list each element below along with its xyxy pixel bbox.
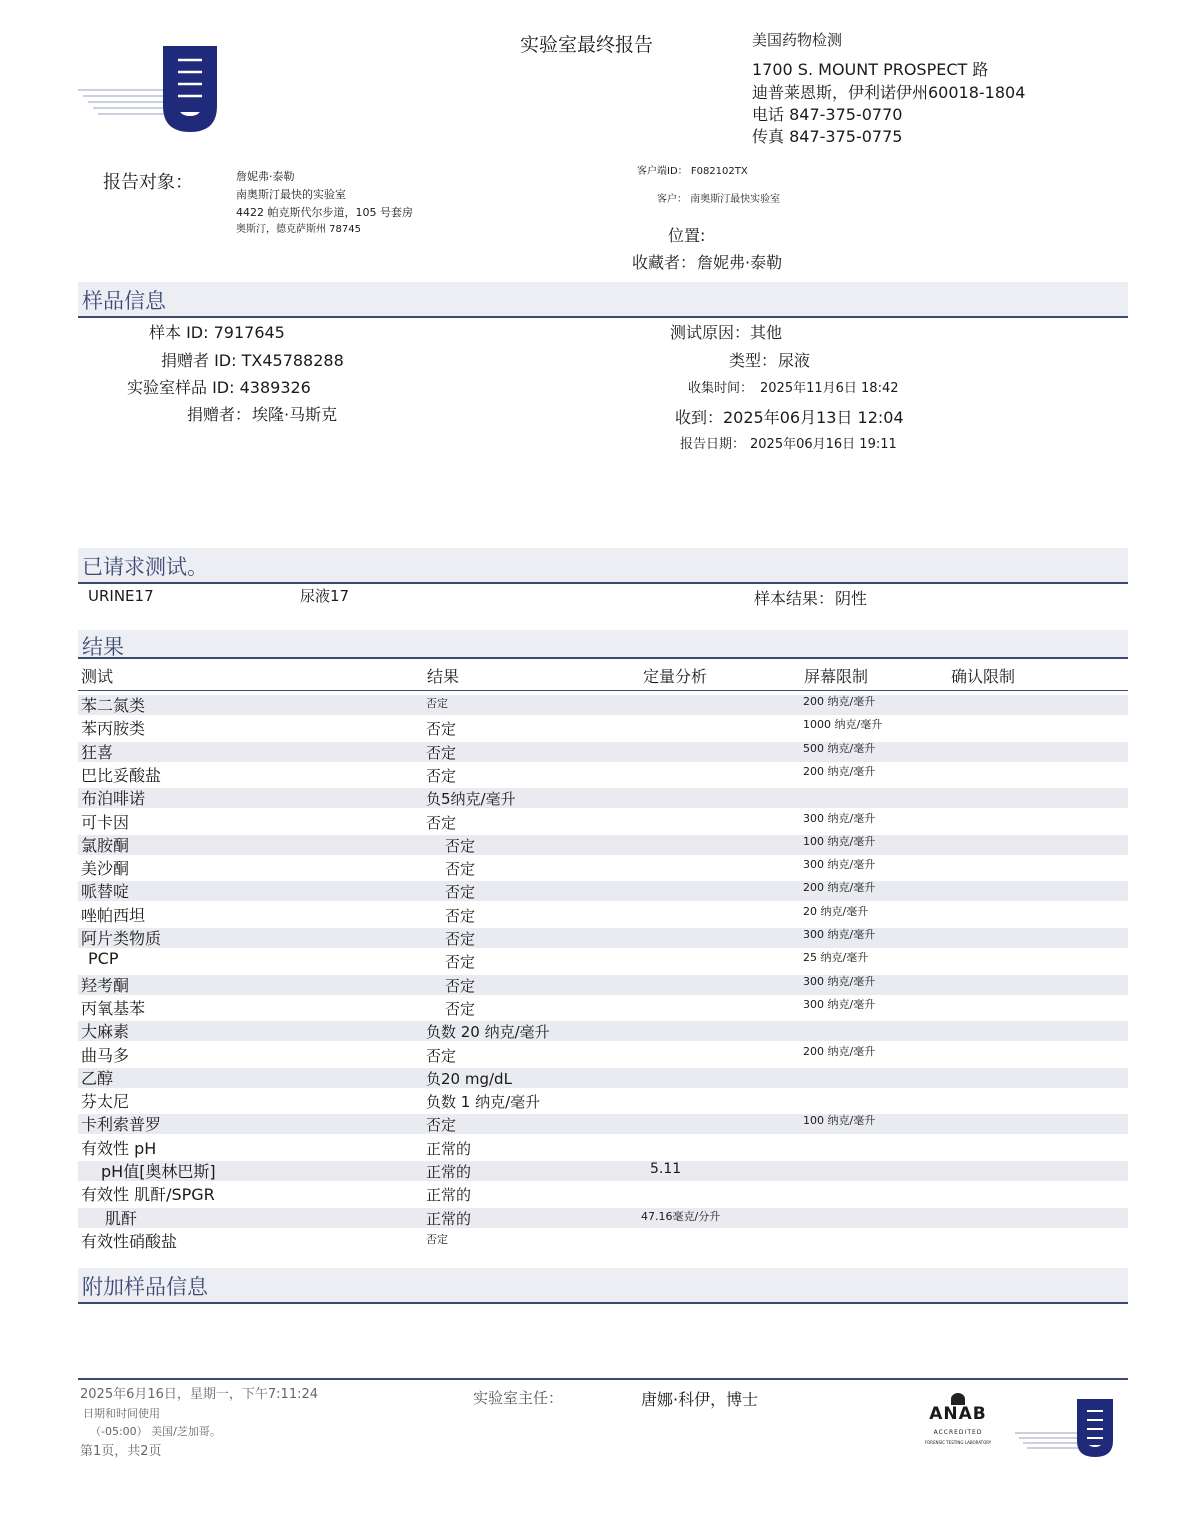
cell-test: 阿片类物质 <box>81 929 162 948</box>
director-name: 唐娜·科伊，博士 <box>641 1390 759 1409</box>
cell-test: 大麻素 <box>81 1022 130 1042</box>
cell-screen-limit: 300 纳克/毫升 <box>803 811 876 825</box>
cell-test: 唑帕西坦 <box>81 905 146 925</box>
cell-test: 丙氧基苯 <box>81 998 146 1018</box>
type-label: 类型： <box>729 351 778 370</box>
cell-result: 否定 <box>445 976 476 995</box>
requested-name: 尿液17 <box>300 587 350 605</box>
results-header-rule <box>78 690 1128 691</box>
anab-sub2: FORENSIC TESTING LABORATORY <box>924 1440 992 1445</box>
cell-screen-limit: 500 纳克/毫升 <box>803 741 876 755</box>
footer-printed: 2025年6月16日，星期一，下午7:11:24 <box>80 1387 319 1402</box>
cell-result: 否定 <box>426 766 457 785</box>
cell-screen-limit: 200 纳克/毫升 <box>803 764 876 778</box>
cell-test: 曲马多 <box>81 1045 130 1065</box>
client-id: 客户端ID： F082102TX <box>637 166 748 177</box>
cell-screen-limit: 300 纳克/毫升 <box>803 928 876 941</box>
header-screen-limit: 屏幕限制 <box>804 667 869 686</box>
report-date-value: 2025年06月16日 19:11 <box>750 437 897 452</box>
cell-test: 苯丙胺类 <box>81 719 146 739</box>
company-logo <box>78 40 223 135</box>
cell-result: 否定 <box>426 813 457 832</box>
cell-result: 负数 1 纳克/毫升 <box>426 1093 541 1112</box>
collected-label: 收集时间： <box>688 381 754 396</box>
cell-screen-limit: 300 纳克/毫升 <box>803 974 876 988</box>
type-value: 尿液 <box>778 351 811 370</box>
cell-test: 有效性 pH <box>81 1138 157 1158</box>
cell-screen-limit: 300 纳克/毫升 <box>803 858 876 872</box>
lab-address-line2: 迪普莱恩斯，伊利诺伊州60018-1804 <box>752 83 1026 102</box>
cell-result: 否定 <box>426 1232 448 1246</box>
cell-result: 否定 <box>445 883 476 902</box>
collector-label: 收藏者： <box>632 253 697 272</box>
cell-test: 美沙酮 <box>81 859 130 879</box>
lab-phone: 电话 847-375-0770 <box>752 105 903 124</box>
footer-tz-note: 日期和时间使用 <box>83 1407 160 1420</box>
cell-screen-limit: 20 纳克/毫升 <box>803 904 869 918</box>
cell-result: 否定 <box>445 999 476 1018</box>
cell-result: 负20 mg/dL <box>426 1069 512 1088</box>
table-row <box>78 1114 1128 1134</box>
cell-screen-limit: 1000 纳克/毫升 <box>803 718 883 732</box>
client-name: 客户： 南奥斯汀最快实验室 <box>657 194 781 205</box>
header-test: 测试 <box>81 667 114 686</box>
table-row <box>78 881 1128 901</box>
cell-test: 乙醇 <box>81 1068 114 1088</box>
requested-band <box>78 548 1128 584</box>
lab-address-line1: 1700 S. MOUNT PROSPECT 路 <box>752 60 989 79</box>
donor-name: 埃隆·马斯克 <box>252 405 338 424</box>
cell-test: 卡利索普罗 <box>81 1115 162 1135</box>
footer-logo <box>1015 1397 1115 1459</box>
recipient-label: 报告对象： <box>103 172 193 193</box>
cell-quant: 47.16毫克/分升 <box>641 1209 721 1223</box>
cell-test: 布泊啡诺 <box>81 789 146 809</box>
cell-test: 肌酐 <box>105 1208 138 1228</box>
cell-test: 有效性硝酸盐 <box>81 1231 178 1251</box>
cell-result: 否定 <box>426 1046 457 1065</box>
cell-test: 哌替啶 <box>81 882 130 902</box>
location-label: 位置: <box>668 226 706 245</box>
recipient-street: 4422 帕克斯代尔步道，105 号套房 <box>236 206 413 219</box>
received-value: 2025年06月13日 12:04 <box>723 408 904 427</box>
anab-seal <box>918 1393 998 1473</box>
table-row <box>78 742 1128 762</box>
report-date-label: 报告日期： <box>680 437 746 452</box>
recipient-name: 詹妮弗·泰勒 <box>236 170 295 183</box>
cell-quant: 5.11 <box>650 1161 682 1177</box>
cell-test: pH值[奥林巴斯] <box>101 1162 216 1181</box>
director-label: 实验室主任： <box>473 1389 564 1407</box>
cell-test: 可卡因 <box>81 812 130 832</box>
table-row <box>78 1208 1128 1228</box>
requested-title: 已请求测试。 <box>82 555 208 579</box>
cell-test: 芬太尼 <box>81 1092 130 1112</box>
cell-test: 巴比妥酸盐 <box>81 765 162 785</box>
report-title: 实验室最终报告 <box>520 34 654 56</box>
cell-result: 否定 <box>426 743 457 762</box>
cell-screen-limit: 100 纳克/毫升 <box>803 1114 876 1128</box>
cell-screen-limit: 25 纳克/毫升 <box>803 951 869 965</box>
additional-title: 附加样品信息 <box>82 1275 208 1299</box>
cell-result: 正常的 <box>426 1163 472 1181</box>
additional-band <box>78 1268 1128 1304</box>
sample-result-value: 阴性 <box>835 589 868 608</box>
footer-rule <box>78 1378 1128 1380</box>
collector-name: 詹妮弗·泰勒 <box>697 253 783 272</box>
cell-result: 否定 <box>426 697 448 710</box>
lab-sample-id: 实验室样品 ID: 4389326 <box>127 378 311 397</box>
cell-test: 狂喜 <box>81 742 114 762</box>
donor-id: 捐赠者 ID: TX45788288 <box>161 351 344 370</box>
results-title: 结果 <box>82 635 124 659</box>
cell-test: 羟考酮 <box>81 975 130 995</box>
recipient-org: 南奥斯汀最快的实验室 <box>236 188 346 201</box>
collected-value: 2025年11月6日 18:42 <box>760 381 899 396</box>
reason-value: 其他 <box>750 323 783 342</box>
table-row <box>78 1021 1128 1041</box>
sample-result-label: 样本结果： <box>754 589 835 608</box>
cell-result: 负数 20 纳克/毫升 <box>426 1023 550 1042</box>
anab-text: ANAB <box>929 1404 987 1424</box>
requested-code: URINE17 <box>88 587 154 605</box>
cell-result: 正常的 <box>426 1186 472 1205</box>
cell-test: 有效性 肌酐/SPGR <box>81 1185 215 1205</box>
sample-info-title: 样品信息 <box>82 289 166 313</box>
donor-label: 捐赠者： <box>187 405 252 424</box>
reason-label: 测试原因： <box>670 323 751 342</box>
footer-page: 第1页，共2页 <box>80 1444 162 1459</box>
lab-name: 美国药物检测 <box>752 31 843 49</box>
header-result: 结果 <box>427 667 460 686</box>
lab-fax: 传真 847-375-0775 <box>752 127 903 146</box>
header-confirm-limit: 确认限制 <box>951 667 1016 686</box>
cell-test: 苯二氮类 <box>81 696 146 715</box>
cell-test: 氯胺酮 <box>81 835 130 855</box>
table-row <box>78 835 1128 855</box>
cell-result: 否定 <box>445 930 476 948</box>
cell-screen-limit: 200 纳克/毫升 <box>803 881 876 895</box>
cell-result: 正常的 <box>426 1139 472 1158</box>
table-row <box>78 928 1128 948</box>
table-row <box>78 975 1128 995</box>
received-label: 收到： <box>675 408 724 427</box>
cell-screen-limit: 200 纳克/毫升 <box>803 1044 876 1058</box>
sample-info-band <box>78 282 1128 318</box>
header-quant: 定量分析 <box>643 667 708 686</box>
table-row <box>78 1161 1128 1181</box>
cell-result: 否定 <box>426 720 457 739</box>
cell-result: 否定 <box>445 836 476 855</box>
footer-tz: （-05:00） 美国/芝加哥。 <box>90 1425 221 1438</box>
sample-id: 样本 ID: 7917645 <box>149 323 285 342</box>
cell-result: 否定 <box>445 953 476 972</box>
recipient-city: 奥斯汀，德克萨斯州 78745 <box>236 224 361 235</box>
cell-result: 否定 <box>426 1116 457 1135</box>
cell-result: 否定 <box>445 906 476 925</box>
table-row <box>78 788 1128 808</box>
cell-result: 否定 <box>445 860 476 879</box>
cell-screen-limit: 200 纳克/毫升 <box>803 695 876 708</box>
cell-result: 负5纳克/毫升 <box>426 790 516 809</box>
results-band <box>78 630 1128 659</box>
cell-result: 正常的 <box>426 1209 472 1228</box>
table-row <box>78 695 1128 715</box>
table-row <box>78 1068 1128 1088</box>
cell-screen-limit: 100 纳克/毫升 <box>803 834 876 848</box>
cell-screen-limit: 300 纳克/毫升 <box>803 997 876 1011</box>
cell-test: PCP <box>88 949 119 969</box>
anab-sub: ACCREDITED <box>933 1429 983 1436</box>
